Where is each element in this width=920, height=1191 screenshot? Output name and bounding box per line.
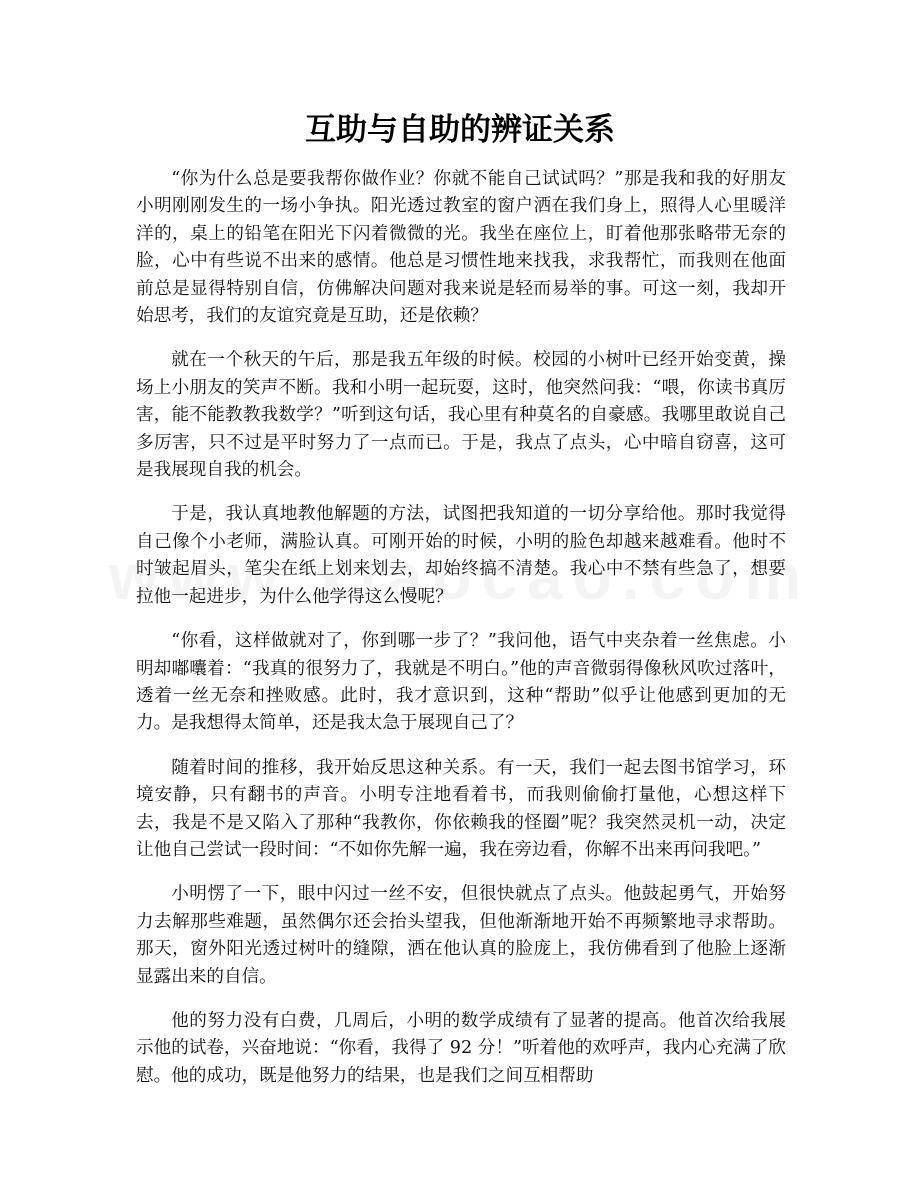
paragraph-1: “你为什么总是要我帮你做作业？你就不能自己试试吗？”那是我和我的好朋友小明刚刚发生的一场小争执。阳光透过教室的窗户洒在我们身上，照得人心里暖洋洋的，桌上的铅笔在阳光下闪着微微的光。我坐在座位上，盯着他那张略带无奈的脸，心中有些说不出来的感情。他总是习惯性地来找我，求我帮忙，而我则在他面前总是显得特别自信，仿佛解决问题对我来说是轻而易举的事。可这一刻，我却开始思考，我们的友谊究竟是互助，还是依赖？	[136, 169, 786, 327]
document-title: 互助与自助的辨证关系	[305, 112, 615, 148]
paragraph-4: “你看，这样做就对了，你到哪一步了？”我问他，语气中夹杂着一丝焦虑。小明却嘟囔着：“我真的很努力了，我就是不明白。”他的声音微弱得像秋风吹过落叶，透着一丝无奈和挫败感。此时，我才意识到，这种“帮助”似乎让他感到更加的无力。是我想得太简单，还是我太急于展现自己了？	[136, 631, 786, 734]
document-body	[136, 166, 786, 1107]
paragraph-3: 于是，我认真地教他解题的方法，试图把我知道的一切分享给他。那时我觉得自己像个小老师，满脸认真。可刚开始的时候，小明的脸色却越来越难看。他时不时皱起眉头，笔尖在纸上划来划去，却始终搞不清楚。我心中不禁有些急了，想要拉他一起进步，为什么他学得这么慢呢？	[136, 504, 786, 607]
paragraph-6: 小明愣了一下，眼中闪过一丝不安，但很快就点了点头。他鼓起勇气，开始努力去解那些难题，虽然偶尔还会抬头望我，但他渐渐地开始不再频繁地寻求帮助。那天，窗外阳光透过树叶的缝隙，洒在他认真的脸庞上，我仿佛看到了他脸上逐渐显露出来的自信。	[136, 884, 786, 987]
paragraph-2: 就在一个秋天的午后，那是我五年级的时候。校园的小树叶已经开始变黄，操场上小朋友的笑声不断。我和小明一起玩耍，这时，他突然问我：“喂，你读书真厉害，能不能教教我数学？”听到这句话，我心里有种莫名的自豪感。我哪里敢说自己多厉害，只不过是平时努力了一点而已。于是，我点了点头，心中暗自窃喜，这可是我展现自我的机会。	[136, 350, 786, 481]
paragraph-7: 他的努力没有白费，几周后，小明的数学成绩有了显著的提高。他首次给我展示他的试卷，兴奋地说：“你看，我得了 92 分！”听着他的欢呼声，我内心充满了欣慰。他的成功，既是他努力的结果，也是我们之间互相帮助	[136, 1010, 786, 1086]
paragraph-5: 随着时间的推移，我开始反思这种关系。有一天，我们一起去图书馆学习，环境安静，只有翻书的声音。小明专注地看着书，而我则偷偷打量他，心想这样下去，我是不是又陷入了那种“我教你，你依赖我的怪圈”呢？我突然灵机一动，决定让他自己尝试一段时间：“不如你先解一遍，我在旁边看，你解不出来再问我吧。”	[136, 757, 786, 860]
